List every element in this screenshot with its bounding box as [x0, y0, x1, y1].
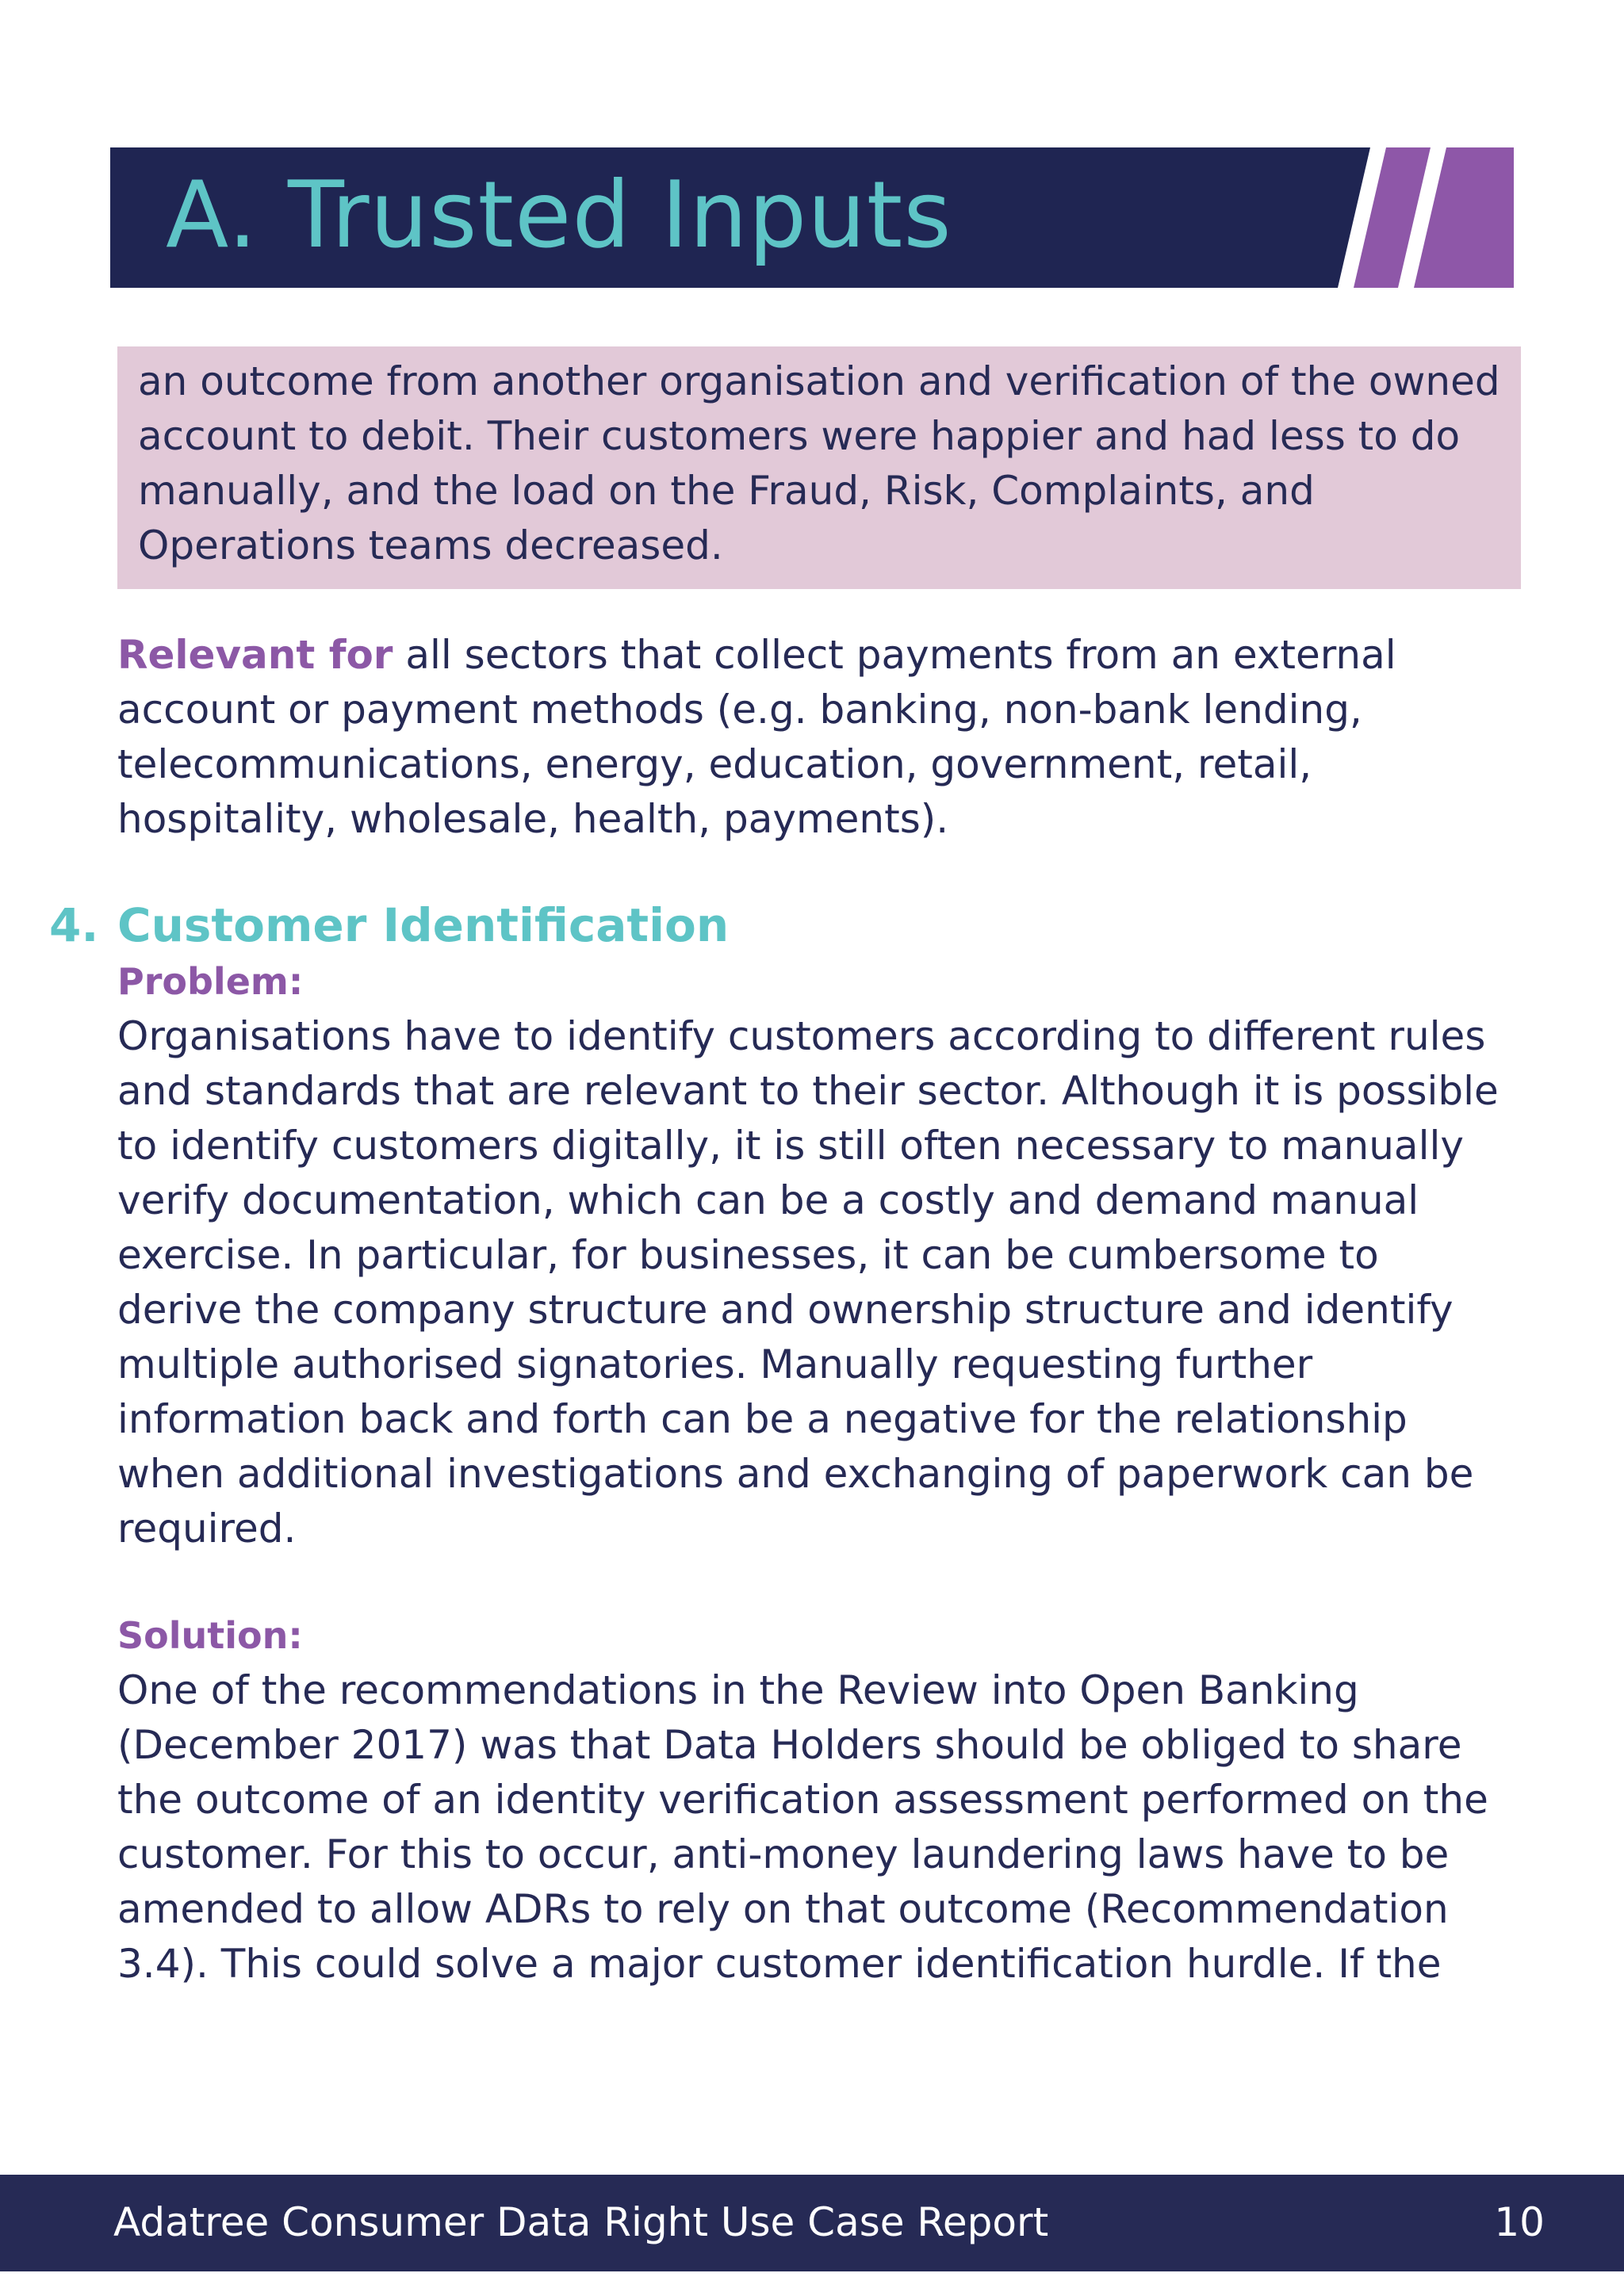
callout-text: an outcome from another organisation and verification of the owned account to debit. Their customers were happier and had less to do manually, and the load on the Fraud, Risk, Complaints, and Operations teams decreased. [138, 358, 1500, 568]
solution-section [117, 1609, 1513, 1992]
relevant-section [117, 628, 1513, 847]
callout-box [117, 346, 1521, 589]
relevant-paragraph [117, 628, 1513, 847]
solution-paragraph: One of the recommendations in the Review into Open Banking (December 2017) was that Data Holders should be obliged to share the outcome of an identity verification assessment performed on the customer. For this to occur, anti-money laundering laws have to be amended to allow ADRs to rely on that outcome (Recommendation 3.4). This could solve a major customer identification hurdle. If the [117, 1667, 1488, 1987]
relevant-label: Relevant for [117, 632, 393, 678]
footer-title: Adatree Consumer Data Right Use Case Report [113, 2199, 1049, 2245]
header-banner [110, 147, 1514, 288]
page-number: 10 [1494, 2199, 1545, 2245]
relevant-text: all sectors that collect payments from an external account or payment methods (e.g. banking, non-bank lending, telecommunications, energy, education, government, retail, hospitality, wholesale, health, payments). [117, 632, 1396, 842]
section-heading [49, 894, 729, 956]
section-title: Customer Identification [117, 898, 730, 952]
problem-paragraph: Organisations have to identify customers according to different rules and standards that are relevant to their sector. Although it is possible to identify customers digitally, it is still often necessary to manually verify documentation, which can be a costly and demand manual exercise. In particular, for businesses, it can be cumbersome to derive the company structure and ownership structure and identify multiple authorised signatories. Manually requesting further information back and forth can be a negative for the relationship when additional investigations and exchanging of paperwork can be required. [117, 1013, 1499, 1552]
footer [0, 2175, 1624, 2271]
page-title: A. Trusted Inputs [166, 162, 952, 269]
solution-heading: Solution: [117, 1614, 303, 1657]
problem-heading: Problem: [117, 960, 304, 1003]
banner-stripe-right [1414, 147, 1514, 288]
section-number: 4. [49, 898, 99, 952]
problem-section [117, 955, 1513, 1556]
